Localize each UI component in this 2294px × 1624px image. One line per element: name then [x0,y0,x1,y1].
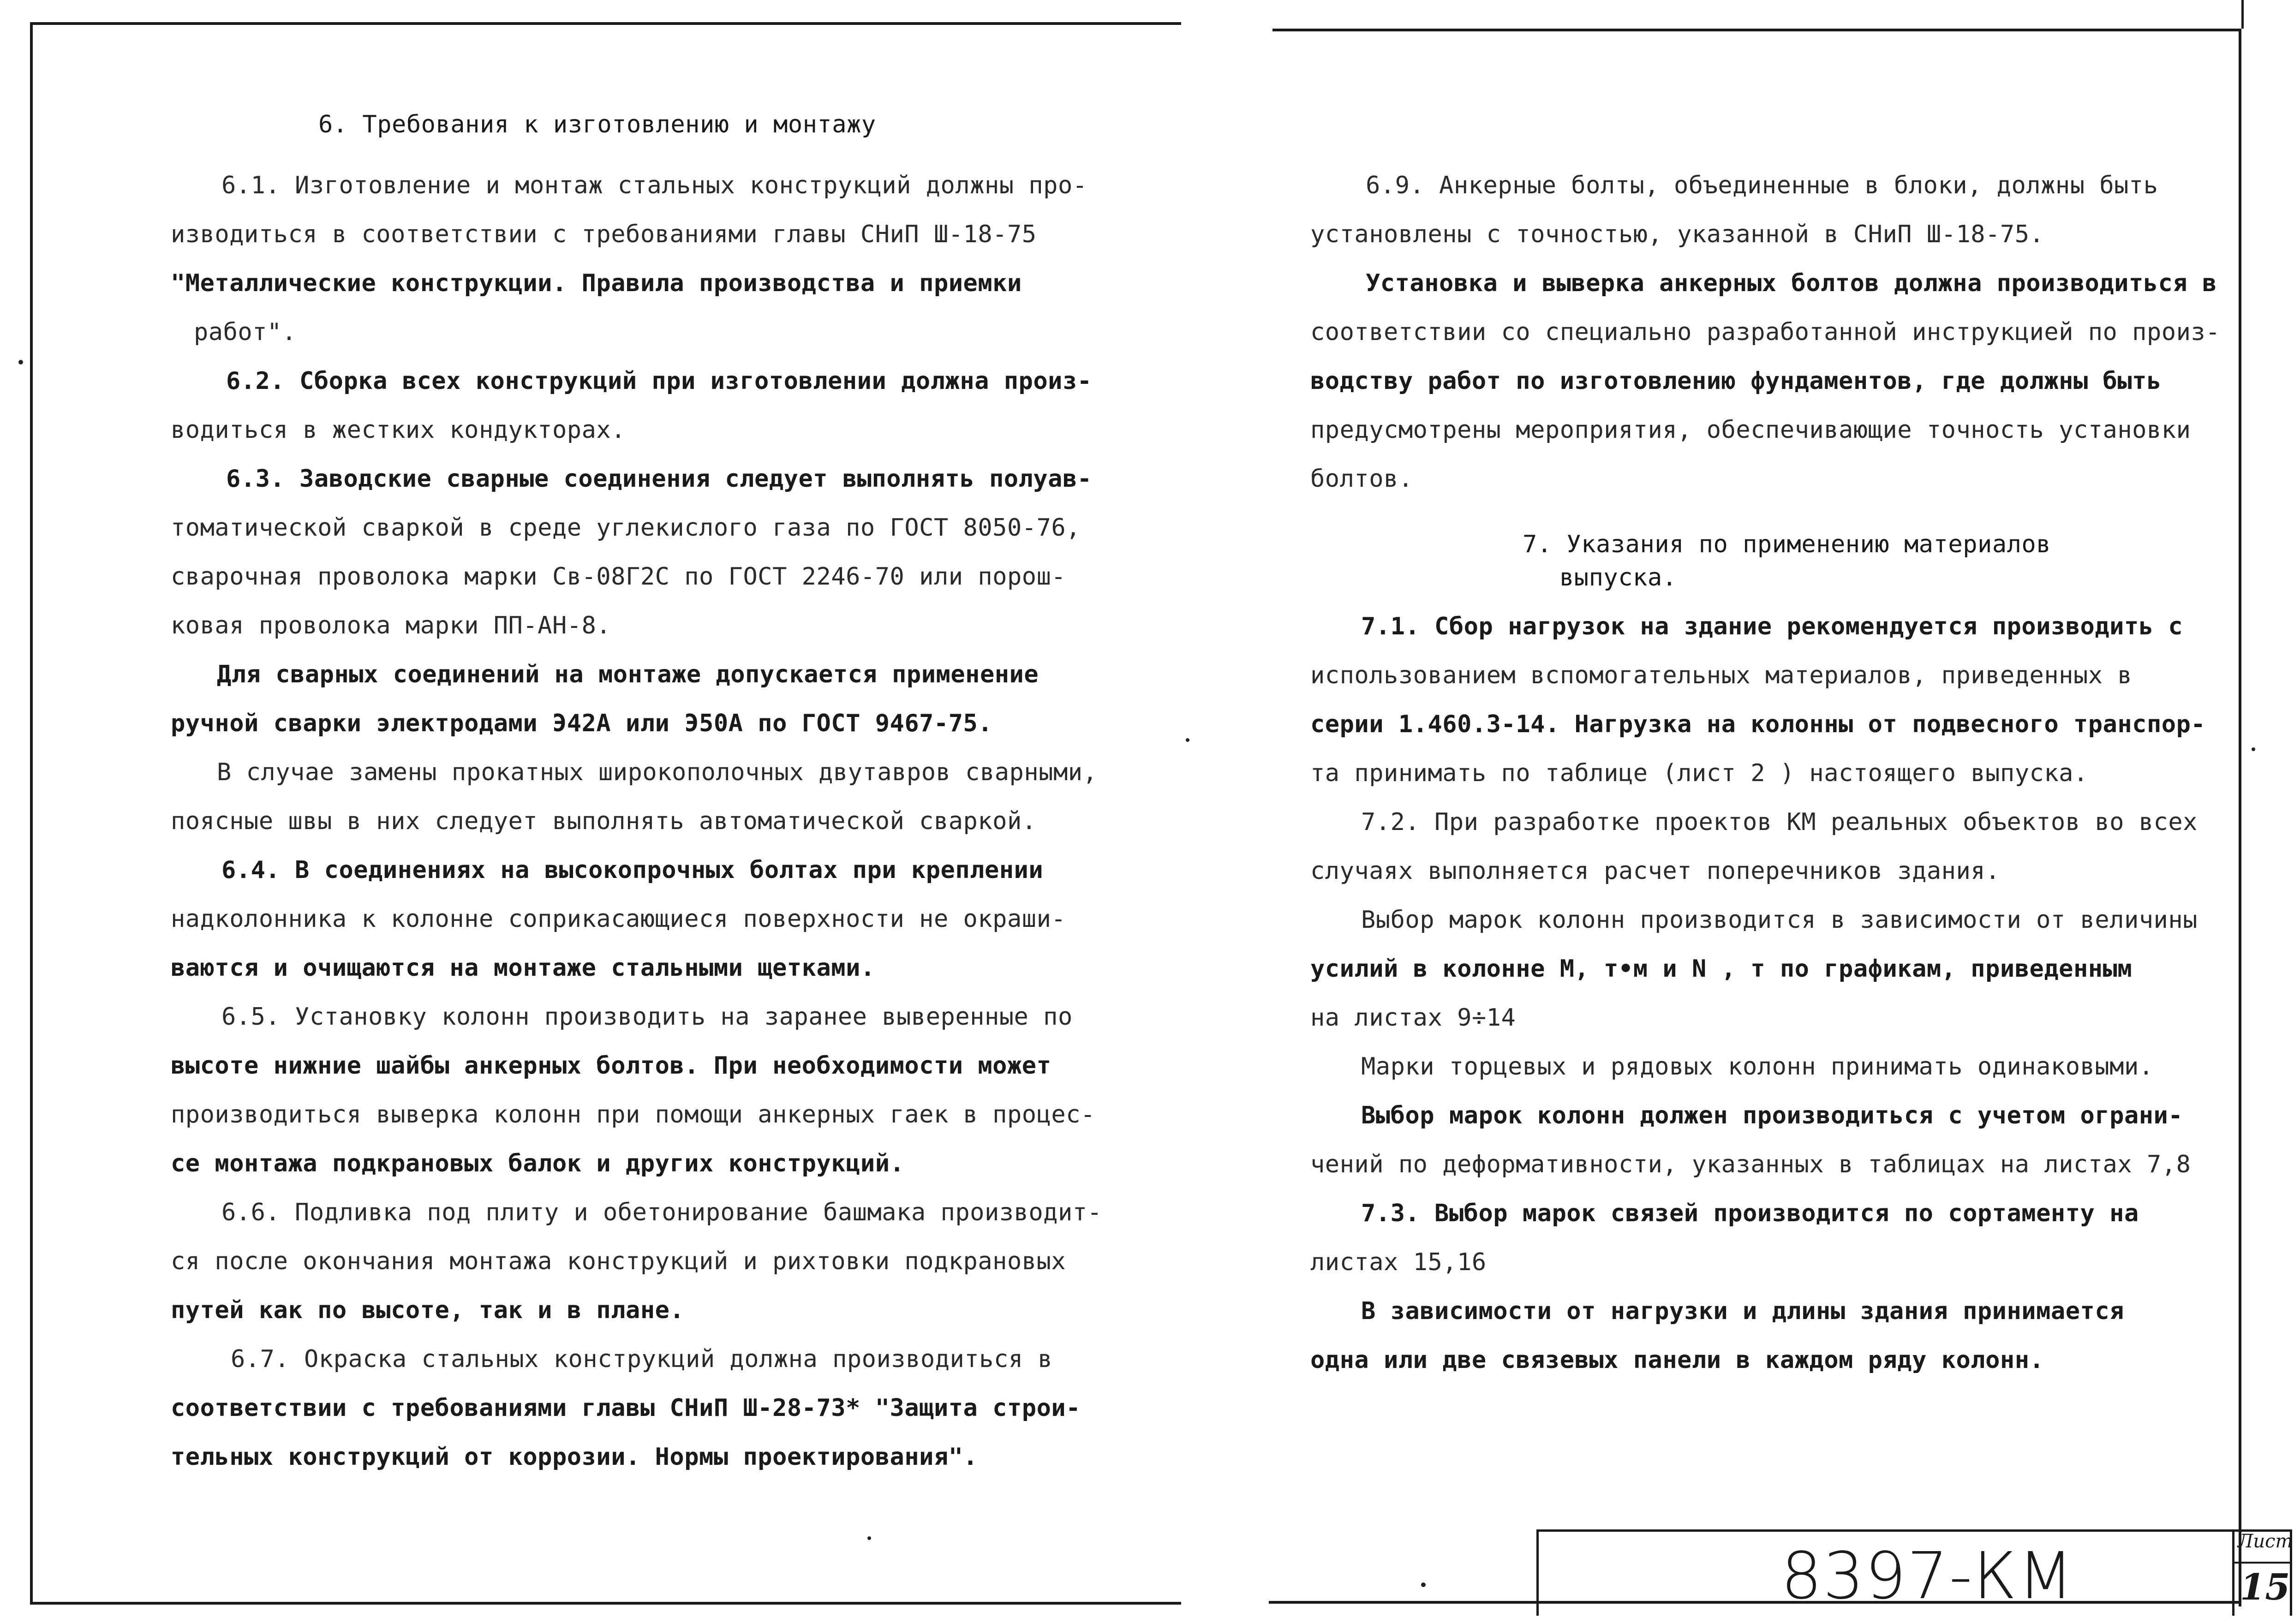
text-line: предусмотрены мероприятия, обеспечивающие точность установки [1310,416,2191,444]
text-line: Выбор марок колонн должен производиться с учетом ограни- [1361,1102,2183,1129]
text-line: высоте нижние шайбы анкерных болтов. При необходимости может [171,1052,1051,1080]
text-line: 7.3. Выбор марок связей производится по сортаменту на [1361,1200,2139,1227]
text-line: 6.5. Установку колонн производить на заранее выверенные по [221,1003,1073,1031]
text-line: сварочная проволока марки Св-08Г2С по ГОСТ 2246-70 или порош- [171,563,1066,591]
left-top-border [30,22,1181,25]
text-line: путей как по высоте, так и в плане. [171,1296,685,1324]
text-line: 6.1. Изготовление и монтаж стальных конструкций должны про- [221,172,1087,199]
text-line: использованием вспомогательных материалов, приведенных в [1310,662,2133,689]
text-line: водиться в жестких кондукторах. [171,416,626,444]
text-line: 6.6. Подливка под плиту и обетонирование башмака производит- [221,1199,1102,1226]
text-line: 7.2. При разработке проектов КМ реальных объектов во всех [1361,808,2198,836]
scan-speck [18,360,23,364]
text-line: "Металлические конструкции. Правила производства и приемки [171,269,1022,297]
text-line: усилий в колонне M, т•м и N , т по графикам, приведенным [1310,955,2133,983]
text-line: производиться выверка колонн при помощи анкерных гаек в процес- [171,1101,1095,1128]
text-line: тельных конструкций от коррозии. Нормы проектирования". [171,1443,978,1471]
text-line: Выбор марок колонн производится в зависимости от величины [1361,906,2198,934]
text-line: соответствии с требованиями главы СНиП Ш-28-73* "Защита строи- [171,1394,1081,1422]
text-line: надколонника к колонне соприкасающиеся поверхности не окраши- [171,905,1066,933]
text-line: соответствии со специально разработанной инструкцией по произ- [1310,318,2221,346]
text-line: поясные швы в них следует выполнять автоматической сваркой. [171,807,1037,835]
text-line: В зависимости от нагрузки и длины здания принимается [1361,1297,2124,1325]
right-side-border [2239,29,2241,1606]
text-line: 6.2. Сборка всех конструкций при изготовлении должна произ- [226,367,1092,395]
text-line: ся после окончания монтажа конструкций и рихтовки подкрановых [171,1248,1066,1275]
text-line: ковая проволока марки ПП-АН-8. [171,612,611,639]
text-line: В случае замены прокатных широкополочных двутавров сварными, [217,758,1098,786]
scan-speck [1186,738,1189,742]
section-7-heading-cont: выпуска. [1559,564,1677,591]
left-side-border [30,22,33,1605]
scan-speck [2252,747,2255,751]
sheet-label: Лист [2238,1531,2293,1552]
text-line: на листах 9÷14 [1310,1004,1516,1032]
text-line: се монтажа подкрановых балок и других конструкций. [171,1150,905,1177]
text-line: ручной сварки электродами Э42А или Э50А по ГОСТ 9467-75. [171,710,993,737]
text-line: томатической сваркой в среде углекислого газа по ГОСТ 8050-76, [171,514,1081,542]
text-line: серии 1.460.3-14. Нагрузка на колонны от подвесного транспор- [1310,710,2206,738]
text-line: работ". [194,318,297,346]
document-code: 8397-КМ [1781,1539,2074,1614]
scan-speck [1421,1582,1426,1587]
text-line: Марки торцевых и рядовых колонн принимать одинаковыми. [1361,1053,2154,1081]
right-page [1255,0,2294,1624]
text-line: Для сварных соединений на монтаже допускается применение [217,661,1039,688]
sheet-number: 15 [2240,1566,2290,1608]
text-line: случаях выполняется расчет поперечников здания. [1310,857,2000,885]
text-line: 6.4. В соединениях на высокопрочных болтах при креплении [221,856,1044,884]
text-line: установлены с точностью, указанной в СНиП Ш-18-75. [1310,221,2044,248]
text-line: изводиться в соответствии с требованиями главы СНиП Ш-18-75 [171,221,1037,248]
text-line: 6.9. Анкерные болты, объединенные в блоки, должны быть [1366,172,2158,199]
text-line: 6.7. Окраска стальных конструкций должна производиться в [231,1345,1053,1373]
text-line: чений по деформативности, указанных в таблицах на листах 7,8 [1310,1151,2191,1178]
left-bottom-border [30,1602,1181,1605]
text-line: одна или две связевых панели в каждом ряду колонн. [1310,1346,2044,1374]
right-top-border [1272,29,2241,31]
text-line: та принимать по таблице (лист 2 ) настоящего выпуска. [1310,759,2088,787]
sheet-cell-divider [2232,1562,2290,1564]
text-line: 7.1. Сбор нагрузок на здание рекомендуется производить с [1361,613,2183,640]
text-line: Установка и выверка анкерных болтов должна производиться в [1366,269,2217,297]
scan-speck [867,1536,871,1540]
corner-tick [2241,0,2244,29]
text-line: 6.3. Заводские сварные соединения следует выполнять полуав- [226,465,1092,493]
text-line: листах 15,16 [1310,1248,1487,1276]
text-line: болтов. [1310,465,1413,493]
text-line: водству работ по изготовлению фундаментов, где должны быть [1310,367,2162,395]
text-line: ваются и очищаются на монтаже стальными щетками. [171,954,875,982]
section-7-heading: 7. Указания по применению материалов [1523,531,2051,558]
section-6-heading: 6. Требования к изготовлению и монтажу [318,111,876,138]
